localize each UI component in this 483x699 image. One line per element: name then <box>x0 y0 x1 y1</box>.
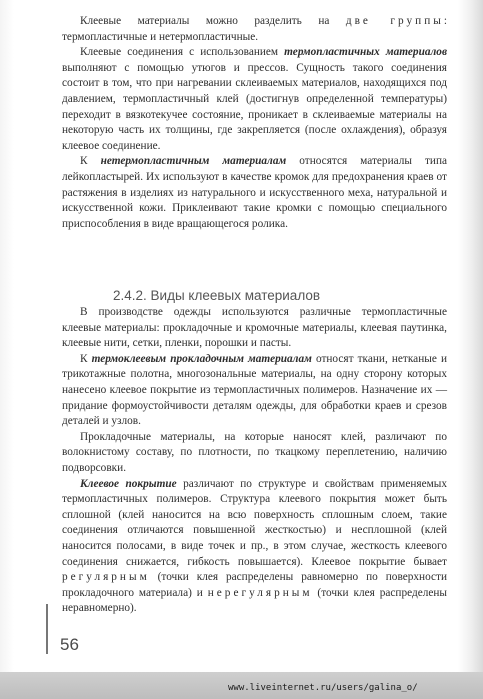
paragraph: В производстве одежды используются различные термопластичные клеевые материалы: прокладочные и кромочные материалы, клеевая паутинка, клеевые нити, сетки, пленки, порошки и пасты. <box>62 306 447 350</box>
page-number: 56 <box>60 635 79 654</box>
paragraph <box>62 352 447 430</box>
text-run: (точки клея распределены равномерно по поверхности прокладочного материала) и <box>62 571 447 599</box>
text-run: Клеевые соединения с использованием <box>80 46 285 59</box>
spaced-emphasis: регулярным <box>62 571 150 584</box>
paragraph <box>62 14 447 45</box>
spaced-emphasis: две группы <box>345 15 444 27</box>
term-emphasis: Клеевое покрытие <box>80 477 177 490</box>
text-run: К <box>80 352 92 365</box>
text-run: различают по структуре и свойствам применяемых термопластичных полимеров. Структура клеевого покрытия может быть сплошной (клей наносится на всю поверхность сплошным слоем, такие соединения отличаются повышенной жесткостью) и несплошной (клей наносится полосами, в виде точек и пр., в этом случае, жесткость клеевого соединения снижается, гибкость повышается). Клеевое покрытие бывает <box>62 477 447 568</box>
text-run: относят ткани, нетканые и трикотажные полотна, многозональные материалы, на одну сторону которых нанесено клеевое покрытие из термопластичных полимеров. Назначение их — придание формоустойчивости деталям одежды, для обработки краев и срезов деталей и узлов. <box>62 352 447 428</box>
term-emphasis: термоклеевым прокладочным материалам <box>91 352 312 365</box>
term-emphasis: термопластичных материалов <box>284 46 447 59</box>
spaced-emphasis: нерегулярным <box>207 586 313 599</box>
text-run: : термопластичные и нетермопластичные. <box>62 15 447 43</box>
text-block-intro <box>62 14 447 232</box>
term-emphasis: нетермопластичным материалам <box>100 155 287 168</box>
section-heading: 2.4.2. Виды клеевых материалов <box>113 288 321 303</box>
paragraph: Прокладочные материалы, на которые наносят клей, различают по волокнистому составу, по плотности, по ткацкому переплетению, наличию подворсовки. <box>62 430 447 474</box>
text-run: (точки клея распределены неравномерно). <box>62 586 448 615</box>
paragraph <box>62 154 447 232</box>
text-run: К <box>80 155 101 168</box>
text-run: Клеевые материалы можно разделить на <box>80 15 346 27</box>
paragraph <box>62 45 447 154</box>
text-run: относятся материалы типа лейкопластырей. Их используют в качестве кромок для предохранения краев от растяжения в изделиях из натурального и искусственного меха, натуральной и искусственной кожи. Приклеивают такие кромки с помощью специального приспособления в виде вращающегося ролика. <box>62 155 448 230</box>
text-run: выполняют с помощью утюгов и прессов. Сущность такого соединения состоит в том, что при нагревании склеиваемых материалов, находящихся под давлением, термопластичный клей (достигнув определенной температуры) переходит в вязкотекучее состояние, проникает в склеиваемые материалы на некоторую часть их толщины, где закрепляется (после охлаждения), образуя клеевое соединение. <box>62 61 447 152</box>
watermark-url: www.liveinternet.ru/users/galina_o/ <box>228 683 418 693</box>
margin-bar <box>46 604 48 654</box>
paragraph <box>62 477 447 617</box>
text-block-section <box>62 305 447 617</box>
